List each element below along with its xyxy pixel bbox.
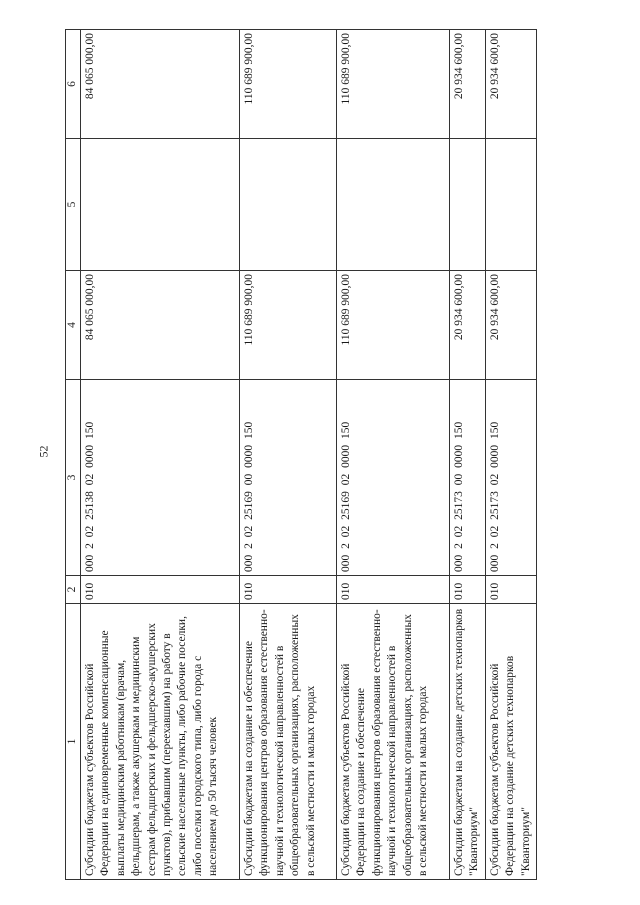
row-amount-col5 <box>450 139 486 271</box>
row-amount-col6: 110 689 900,00 <box>240 30 337 139</box>
row-name: Субсидии бюджетам субъектов Российской Федерации на создание детских технопарков "Кванториум" <box>485 604 536 880</box>
row-amount-col6: 20 934 600,00 <box>485 30 536 139</box>
row-amount-col6: 20 934 600,00 <box>450 30 486 139</box>
header-col-2: 2 <box>66 576 81 604</box>
table-header-row <box>66 30 81 880</box>
row-name: Субсидии бюджетам субъектов Российской Федерации на единовременные компенсационные выплаты медицинским работникам (врачам, фельдшерам, а также акушеркам и медицинским сестрам фельдшерских и фельдшерско-акушерских пунктов), прибывшим (переехавшим) на работу в сельские населенные пункты, либо рабочие поселки, либо поселки городского типа, либо города с населением до 50 тысяч человек <box>81 604 240 880</box>
row-amount-col4: 84 065 000,00 <box>81 271 240 380</box>
row-admin-code: 010 <box>240 576 337 604</box>
row-budget-code: 000 2 02 25169 02 0000 150 <box>337 380 450 576</box>
row-name: Субсидии бюджетам субъектов Российской Федерации на создание и обеспечение функционирования центров образования естественно-научной и технологической направленностей в общеобразовательных организациях, расположенных в сельской местности и малых городах <box>337 604 450 880</box>
header-col-4: 4 <box>66 271 81 380</box>
budget-table <box>65 29 537 880</box>
row-amount-col5 <box>485 139 536 271</box>
row-admin-code: 010 <box>81 576 240 604</box>
row-amount-col6: 110 689 900,00 <box>337 30 450 139</box>
row-amount-col4: 20 934 600,00 <box>485 271 536 380</box>
row-budget-code: 000 2 02 25173 02 0000 150 <box>485 380 536 576</box>
row-budget-code: 000 2 02 25173 00 0000 150 <box>450 380 486 576</box>
row-amount-col4: 20 934 600,00 <box>450 271 486 380</box>
row-amount-col4: 110 689 900,00 <box>240 271 337 380</box>
row-name: Субсидии бюджетам на создание и обеспечение функционирования центров образования естественно-научной и технологической направленностей в общеобразовательных организациях, расположенных в сельской местности и малых городах <box>240 604 337 880</box>
row-amount-col5 <box>240 139 337 271</box>
table-row <box>240 30 337 880</box>
table-row <box>485 30 536 880</box>
header-col-1: 1 <box>66 604 81 880</box>
header-col-3: 3 <box>66 380 81 576</box>
row-amount-col5 <box>81 139 240 271</box>
page-number: 52 <box>36 445 51 458</box>
row-amount-col5 <box>337 139 450 271</box>
row-amount-col6: 84 065 000,00 <box>81 30 240 139</box>
table-row <box>337 30 450 880</box>
row-admin-code: 010 <box>450 576 486 604</box>
header-col-5: 5 <box>66 139 81 271</box>
row-admin-code: 010 <box>485 576 536 604</box>
row-budget-code: 000 2 02 25138 02 0000 150 <box>81 380 240 576</box>
row-amount-col4: 110 689 900,00 <box>337 271 450 380</box>
row-budget-code: 000 2 02 25169 00 0000 150 <box>240 380 337 576</box>
table-row <box>81 30 240 880</box>
header-col-6: 6 <box>66 30 81 139</box>
table-row <box>450 30 486 880</box>
row-name: Субсидии бюджетам на создание детских технопарков "Кванториум" <box>450 604 486 880</box>
row-admin-code: 010 <box>337 576 450 604</box>
